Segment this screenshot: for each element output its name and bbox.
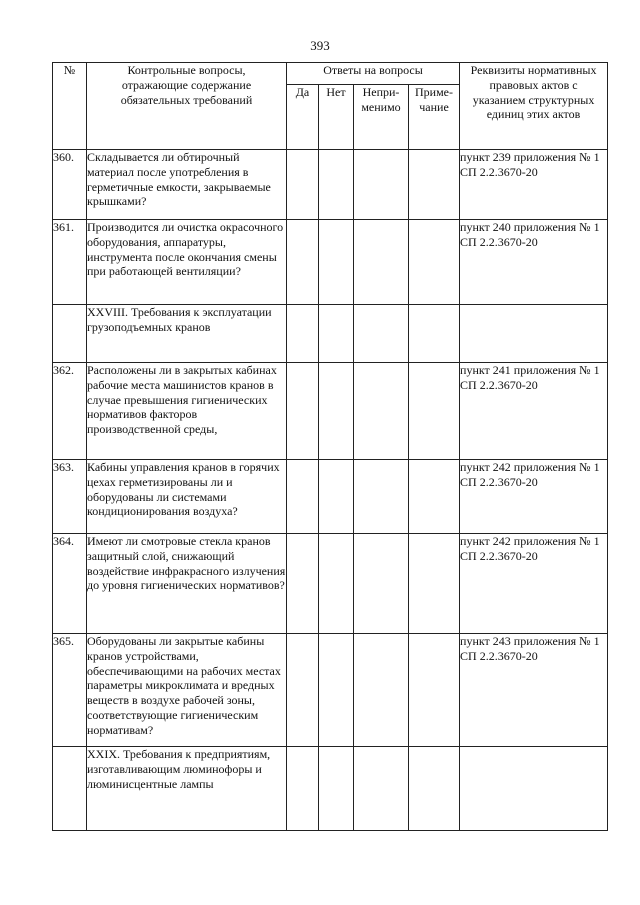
answer-note-cell bbox=[409, 747, 460, 831]
table-row bbox=[53, 534, 608, 634]
header-no: Нет bbox=[319, 85, 354, 150]
answer-no-cell[interactable] bbox=[319, 150, 354, 220]
header-num: № bbox=[53, 63, 87, 150]
table-row bbox=[53, 634, 608, 747]
answer-note-cell[interactable] bbox=[409, 534, 460, 634]
answer-note-cell[interactable] bbox=[409, 460, 460, 534]
checklist-table bbox=[52, 62, 608, 831]
answer-note-cell[interactable] bbox=[409, 150, 460, 220]
table-row bbox=[53, 150, 608, 220]
answer-yes-cell[interactable] bbox=[287, 534, 319, 634]
row-num-empty bbox=[53, 305, 87, 363]
answer-yes-cell bbox=[287, 747, 319, 831]
header-note bbox=[409, 85, 460, 150]
table-row bbox=[53, 363, 608, 460]
answer-no-cell[interactable] bbox=[319, 460, 354, 534]
answer-no-cell bbox=[319, 305, 354, 363]
answer-yes-cell[interactable] bbox=[287, 220, 319, 305]
row-question: Кабины управления кранов в горячих цехах герметизированы ли и оборудованы ли системами кондиционирования воздуха? bbox=[87, 460, 287, 534]
header-requisites: Реквизиты нормативных правовых актов с указанием структурных единиц этих актов bbox=[460, 63, 608, 150]
header-questions: Контрольные вопросы, отражающие содержание обязательных требований bbox=[87, 63, 287, 150]
row-question: Складывается ли обтирочный материал после употребления в герметичные емкости, закрываемые крышками? bbox=[87, 150, 287, 220]
row-num: 363. bbox=[53, 460, 87, 534]
answer-no-cell[interactable] bbox=[319, 634, 354, 747]
row-ref-empty bbox=[460, 305, 608, 363]
answer-no-cell[interactable] bbox=[319, 363, 354, 460]
answer-yes-cell[interactable] bbox=[287, 150, 319, 220]
answer-not-applicable-cell bbox=[354, 747, 409, 831]
section-row bbox=[53, 747, 608, 831]
answer-note-cell[interactable] bbox=[409, 634, 460, 747]
answer-not-applicable-cell[interactable] bbox=[354, 150, 409, 220]
row-question: Имеют ли смотровые стекла кранов защитный слой, снижающий воздействие инфракрасного излучения до уровня гигиенических нормативов? bbox=[87, 534, 287, 634]
answer-not-applicable-cell[interactable] bbox=[354, 634, 409, 747]
answer-not-applicable-cell[interactable] bbox=[354, 460, 409, 534]
answer-note-cell bbox=[409, 305, 460, 363]
header-yes: Да bbox=[287, 85, 319, 150]
answer-yes-cell bbox=[287, 305, 319, 363]
row-ref: пункт 241 приложения № 1 СП 2.2.3670-20 bbox=[460, 363, 608, 460]
header-not-applicable bbox=[354, 85, 409, 150]
row-num: 364. bbox=[53, 534, 87, 634]
answer-no-cell[interactable] bbox=[319, 220, 354, 305]
row-ref: пункт 242 приложения № 1 СП 2.2.3670-20 bbox=[460, 460, 608, 534]
row-ref: пункт 243 приложения № 1 СП 2.2.3670-20 bbox=[460, 634, 608, 747]
section-row bbox=[53, 305, 608, 363]
row-num: 361. bbox=[53, 220, 87, 305]
header-row bbox=[53, 63, 608, 85]
answer-yes-cell[interactable] bbox=[287, 363, 319, 460]
answer-note-cell[interactable] bbox=[409, 363, 460, 460]
header-answers: Ответы на вопросы bbox=[287, 63, 460, 85]
row-num: 360. bbox=[53, 150, 87, 220]
row-question: Оборудованы ли закрытые кабины кранов устройствами, обеспечивающими на рабочих местах параметры микроклимата и вредных веществ в воздухе рабочей зоны, соответствующие гигиеническим нормативам? bbox=[87, 634, 287, 747]
answer-note-cell[interactable] bbox=[409, 220, 460, 305]
answer-not-applicable-cell bbox=[354, 305, 409, 363]
answer-not-applicable-cell[interactable] bbox=[354, 220, 409, 305]
answer-not-applicable-cell[interactable] bbox=[354, 534, 409, 634]
header-not-applicable-line2: менимо bbox=[361, 99, 401, 114]
answer-no-cell bbox=[319, 747, 354, 831]
answer-not-applicable-cell[interactable] bbox=[354, 363, 409, 460]
section-title: XXVIII. Требования к эксплуатации грузоподъемных кранов bbox=[87, 305, 287, 363]
row-num: 362. bbox=[53, 363, 87, 460]
row-num-empty bbox=[53, 747, 87, 831]
row-ref: пункт 239 приложения № 1 СП 2.2.3670-20 bbox=[460, 150, 608, 220]
row-num: 365. bbox=[53, 634, 87, 747]
row-question: Расположены ли в закрытых кабинах рабочие места машинистов кранов в случае превышения гигиенических нормативов факторов производственной среды, bbox=[87, 363, 287, 460]
section-title: XXIX. Требования к предприятиям, изготавливающим люминофоры и люминисцентные лампы bbox=[87, 747, 287, 831]
row-ref: пункт 242 приложения № 1 СП 2.2.3670-20 bbox=[460, 534, 608, 634]
answer-yes-cell[interactable] bbox=[287, 460, 319, 534]
table-row bbox=[53, 460, 608, 534]
header-note-line2: чание bbox=[419, 99, 449, 114]
table-row bbox=[53, 220, 608, 305]
row-question: Производится ли очистка окрасочного оборудования, аппаратуры, инструмента после окончания смены при работающей вентиляции? bbox=[87, 220, 287, 305]
row-ref: пункт 240 приложения № 1 СП 2.2.3670-20 bbox=[460, 220, 608, 305]
header-note-line1: Приме- bbox=[415, 85, 454, 99]
row-ref-empty bbox=[460, 747, 608, 831]
header-not-applicable-line1: Непри- bbox=[362, 85, 400, 99]
answer-no-cell[interactable] bbox=[319, 534, 354, 634]
answer-yes-cell[interactable] bbox=[287, 634, 319, 747]
page-number: 393 bbox=[310, 38, 330, 53]
